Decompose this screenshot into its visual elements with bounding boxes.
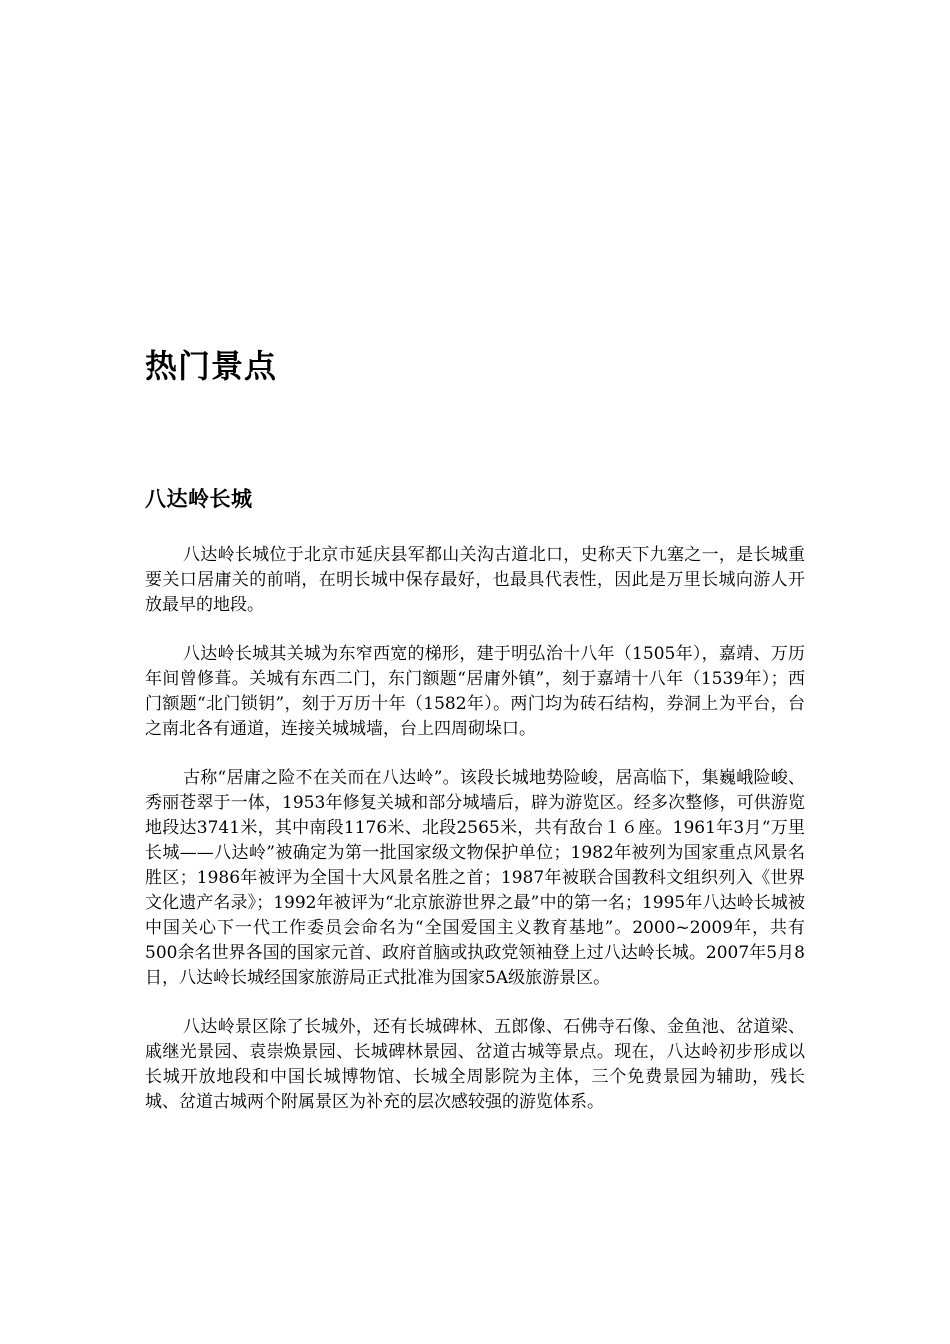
paragraph-1: 八达岭长城位于北京市延庆县军都山关沟古道北口，史称天下九塞之一，是长城重要关口居庸关的前哨，在明长城中保存最好，也最具代表性，因此是万里长城向游人开放最早的地段。 <box>145 545 805 615</box>
section-body <box>145 543 805 1139</box>
paragraph-4: 八达岭景区除了长城外，还有长城碑林、五郎像、石佛寺石像、金鱼池、岔道梁、戚继光景园、袁崇焕景园、长城碑林景园、岔道古城等景点。现在，八达岭初步形成以长城开放地段和中国长城博物馆、长城全周影院为主体，三个免费景园为辅助，残长城、岔道古城两个附属景区为补充的层次感较强的游览体系。 <box>145 1017 805 1112</box>
paragraph-3: 古称“居庸之险不在关而在八达岭”。该段长城地势险峻，居高临下，集巍峨险峻、秀丽苍翠于一体，1953年修复关城和部分城墙后，辟为游览区。经多次整修，可供游览地段达3741米，其中南段1176米、北段2565米，共有敌台１６座。1961年3月“万里长城——八达岭”被确定为第一批国家级文物保护单位；1982年被列为国家重点风景名胜区；1986年被评为全国十大风景名胜之首；1987年被联合国教科文组织列入《世界文化遗产名录》；1992年被评为“北京旅游世界之最”中的第一名；1995年八达岭长城被中国关心下一代工作委员会命名为“全国爱国主义教育基地”。2000~2009年，共有500余名世界各国的国家元首、政府首脑或执政党领袖登上过八达岭长城。2007年5月8日，八达岭长城经国家旅游局正式批准为国家5A级旅游景区。 <box>145 768 805 988</box>
paragraph-2: 八达岭长城其关城为东窄西宽的梯形，建于明弘治十八年（1505年），嘉靖、万历年间曾修葺。关城有东西二门，东门额题“居庸外镇”，刻于嘉靖十八年（1539年）；西门额题“北门锁钥”，刻于万历十年（1582年）。两门均为砖石结构，券洞上为平台，台之南北各有通道，连接关城城墙，台上四周砌垛口。 <box>145 644 805 739</box>
section-heading: 八达岭长城 <box>145 487 253 511</box>
page-title: 热门景点 <box>145 347 278 385</box>
